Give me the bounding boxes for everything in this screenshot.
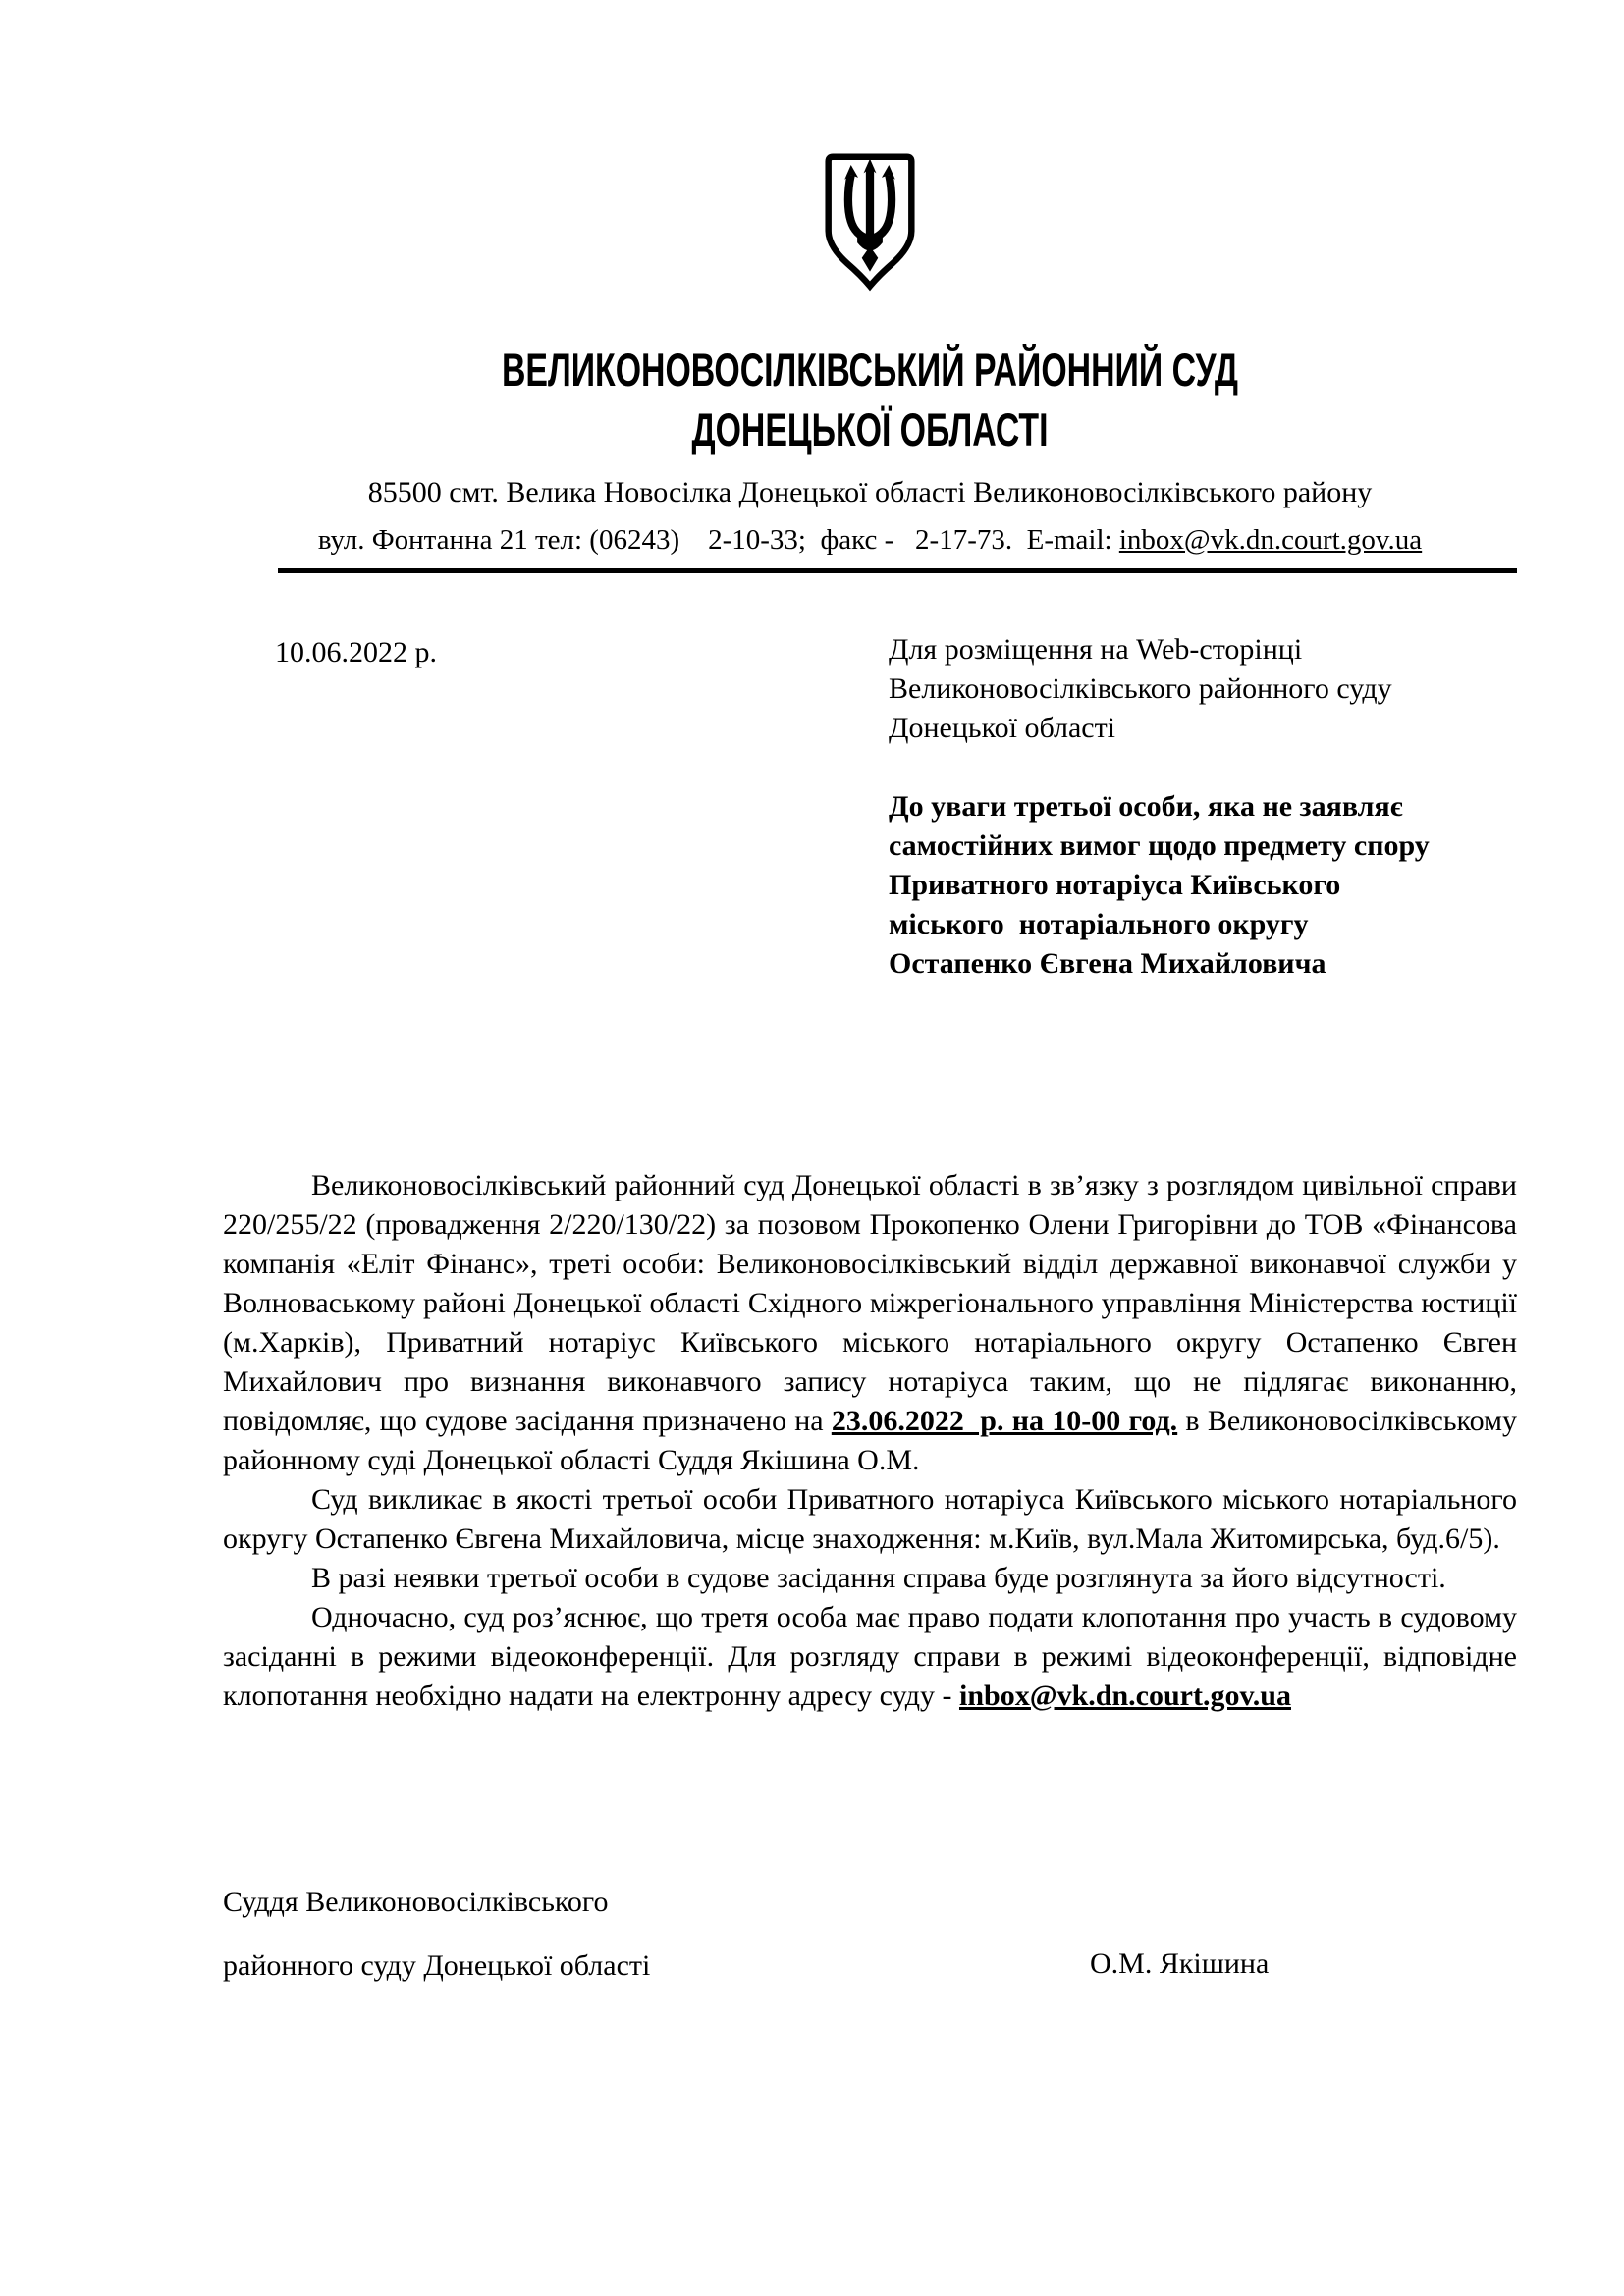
document-content — [223, 0, 1517, 1986]
attention-line: міського нотаріального округу — [889, 908, 1309, 940]
court-address-line1: 85500 смт. Велика Новосілка Донецької області Великоновосілківського району — [367, 476, 1373, 508]
paragraph-case-info — [223, 1166, 1517, 1480]
signer-name: О.М. Якішина — [1090, 1948, 1270, 1980]
publication-note-line: Великоновосілківського районного суду — [889, 672, 1392, 705]
court-address-line2 — [223, 521, 1517, 559]
court-name-line1: ВЕЛИКОНОВОСІЛКІВСЬКИЙ РАЙОННИЙ СУД — [501, 344, 1239, 396]
emblem-container — [223, 0, 1517, 299]
meta-section — [223, 630, 1517, 1131]
case-info-text: Великоновосілківський районний суд Донецької області в зв’язку з розглядом цивільної справи 220/255/22 (провадження 2/220/130/22) за позовом Прокопенко Олени Григорівни до ТОВ «Фінансова компанія «Еліт Фінанс», треті особи: Великоновосілківський відділ державної виконавчої служби у Волноваському районі Донецької області Східного міжрегіонального управління Міністерства юстиції (м.Харків), Приватний нотаріус Київського міського нотаріального округу Остапенко Євген Михайлович про визнання виконавчого запису нотаріуса таким, що не підлягає виконанню, повідомляє, що судове засідання призначено на — [223, 1169, 1517, 1437]
court-title — [223, 344, 1517, 455]
document-body — [223, 1166, 1517, 1716]
letterhead-divider — [278, 568, 1517, 573]
publication-note — [889, 630, 1517, 748]
address-contacts: вул. Фонтанна 21 тел: (06243) 2-10-33; факс - 2-17-73. E-mail: — [317, 524, 1119, 556]
case-info-tail: в Великоновосілківському районному суді Донецької області Суддя Якішина О.М. — [223, 1405, 1517, 1476]
videoconference-text: Одночасно, суд роз’яснює, що третя особа має право подати клопотання про участь в судовому засіданні в режими відеоконференції. Для розгляду справи в режимі відеоконференції, відповідне клопотання необхідно надати на електронну адресу суду - — [223, 1601, 1517, 1712]
attention-block — [889, 787, 1517, 984]
attention-line: самостійних вимог щодо предмету спору — [889, 829, 1430, 862]
paragraph-absence-warning: В разі неявки третьої особи в судове засідання справа буде розглянута за його відсутності. — [311, 1562, 1446, 1594]
signature-block — [223, 1883, 1517, 1986]
attention-line: Остапенко Євгена Михайловича — [889, 947, 1326, 980]
ukraine-trident-icon — [825, 149, 915, 294]
court-name-line2: ДОНЕЦЬКОЇ ОБЛАСТІ — [691, 403, 1049, 455]
signer-title-line2: районного суду Донецької області — [223, 1949, 651, 1982]
hearing-date-highlight: 23.06.2022 р. на 10-00 год. — [831, 1405, 1178, 1437]
court-email-link-bold[interactable]: inbox@vk.dn.court.gov.ua — [958, 1680, 1291, 1712]
paragraph-summons: Суд викликає в якості третьої особи Приватного нотаріуса Київського міського нотаріального округу Остапенко Євгена Михайловича, місце знаходження: м.Київ, вул.Мала Житомирська, буд.6/5). — [223, 1483, 1517, 1555]
right-column — [889, 630, 1517, 984]
paragraph-videoconference — [223, 1598, 1517, 1716]
document-date: 10.06.2022 р. — [275, 636, 437, 668]
signer-title-line1: Суддя Великоновосілківського — [223, 1886, 609, 1918]
attention-line: Приватного нотаріуса Київського — [889, 869, 1341, 901]
attention-line: До уваги третьої особи, яка не заявляє — [889, 790, 1403, 823]
publication-note-line: Для розміщення на Web-сторінці — [889, 633, 1303, 666]
publication-note-line: Донецької області — [889, 712, 1116, 744]
court-email-link[interactable]: inbox@vk.dn.court.gov.ua — [1118, 524, 1423, 556]
